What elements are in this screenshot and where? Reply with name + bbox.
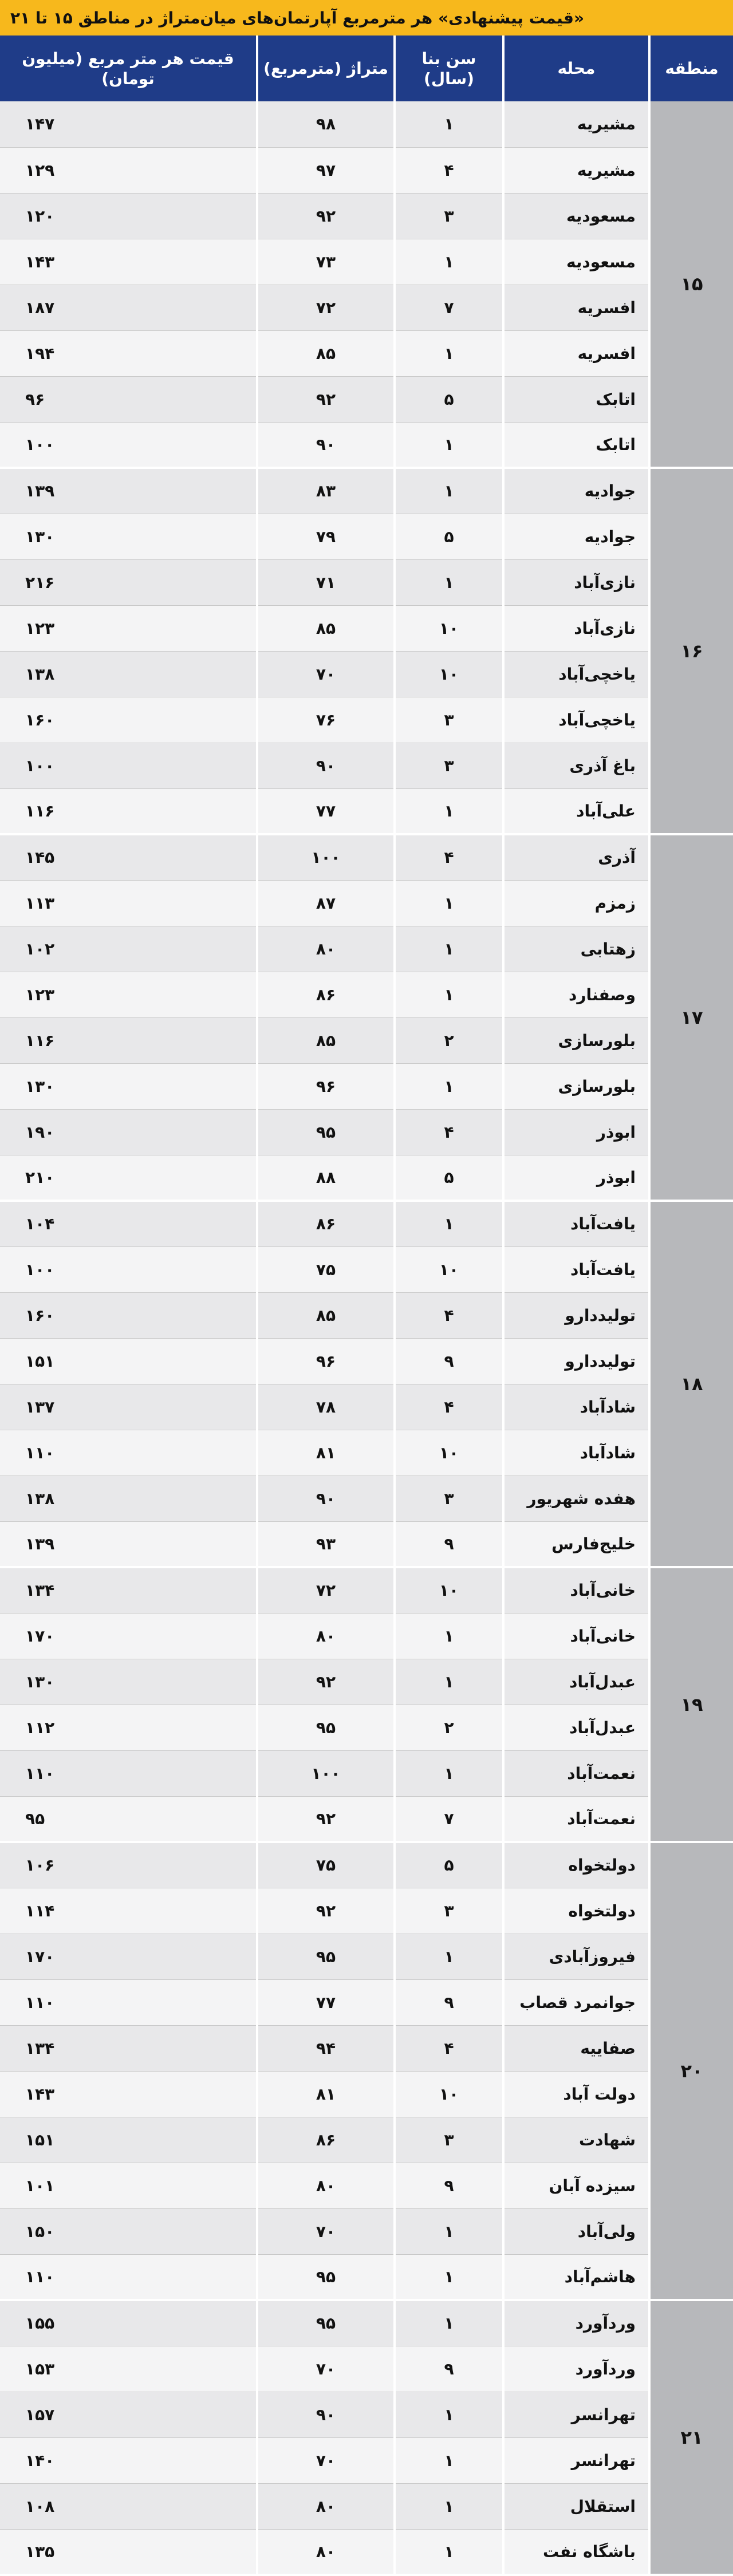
neighborhood-cell: خلیج‌فارس <box>503 1521 649 1567</box>
neighborhood-cell: عبدل‌آباد <box>503 1705 649 1750</box>
area-cell: ۸۰ <box>257 1613 395 1659</box>
table-row <box>0 1659 733 1705</box>
price-cell: ۱۱۶ <box>0 1017 257 1063</box>
price-cell: ۱۰۸ <box>0 2483 257 2529</box>
age-cell: ۱ <box>395 101 503 147</box>
header-price: قیمت هر متر مربع (میلیون تومان) <box>0 35 257 101</box>
price-cell: ۱۵۱ <box>0 1338 257 1384</box>
area-cell: ۷۷ <box>257 1979 395 2025</box>
table-row <box>0 2392 733 2437</box>
area-cell: ۹۰ <box>257 1476 395 1521</box>
neighborhood-cell: ولی‌آباد <box>503 2208 649 2254</box>
price-cell: ۱۰۰ <box>0 422 257 468</box>
table-row <box>0 926 733 972</box>
price-cell: ۱۳۹ <box>0 468 257 514</box>
neighborhood-cell: شادآباد <box>503 1384 649 1430</box>
neighborhood-cell: باغ آذری <box>503 743 649 788</box>
table-row <box>0 2529 733 2575</box>
price-cell: ۱۱۰ <box>0 1750 257 1796</box>
area-cell: ۷۶ <box>257 697 395 743</box>
age-cell: ۴ <box>395 2025 503 2071</box>
age-cell: ۱ <box>395 926 503 972</box>
neighborhood-cell: نعمت‌آباد <box>503 1796 649 1842</box>
price-cell: ۱۸۷ <box>0 285 257 330</box>
price-cell: ۱۳۸ <box>0 1476 257 1521</box>
table-row <box>0 2346 733 2392</box>
area-cell: ۹۶ <box>257 1338 395 1384</box>
area-cell: ۸۵ <box>257 1292 395 1338</box>
area-cell: ۹۰ <box>257 743 395 788</box>
age-cell: ۱ <box>395 1063 503 1109</box>
table-row <box>0 2437 733 2483</box>
age-cell: ۱ <box>395 1750 503 1796</box>
neighborhood-cell: مشیریه <box>503 101 649 147</box>
price-cell: ۱۵۷ <box>0 2392 257 2437</box>
neighborhood-cell: علی‌آباد <box>503 788 649 834</box>
table-row <box>0 1109 733 1155</box>
age-cell: ۲ <box>395 1705 503 1750</box>
table-row <box>0 239 733 285</box>
area-cell: ۹۲ <box>257 1659 395 1705</box>
area-cell: ۹۸ <box>257 101 395 147</box>
area-cell: ۷۳ <box>257 239 395 285</box>
area-cell: ۷۵ <box>257 1246 395 1292</box>
table-row <box>0 1842 733 1888</box>
neighborhood-cell: خانی‌آباد <box>503 1613 649 1659</box>
area-cell: ۹۲ <box>257 193 395 239</box>
table-row <box>0 376 733 422</box>
age-cell: ۳ <box>395 193 503 239</box>
table-row <box>0 2071 733 2117</box>
area-cell: ۸۰ <box>257 2163 395 2208</box>
table-row <box>0 1063 733 1109</box>
table-row <box>0 1567 733 1613</box>
table-row <box>0 2025 733 2071</box>
neighborhood-cell: عبدل‌آباد <box>503 1659 649 1705</box>
age-cell: ۱ <box>395 2437 503 2483</box>
area-cell: ۸۵ <box>257 330 395 376</box>
table-row <box>0 193 733 239</box>
table-row <box>0 1796 733 1842</box>
price-cell: ۱۰۰ <box>0 1246 257 1292</box>
age-cell: ۷ <box>395 285 503 330</box>
area-cell: ۸۶ <box>257 972 395 1017</box>
age-cell: ۱۰ <box>395 605 503 651</box>
table-row <box>0 1934 733 1979</box>
neighborhood-cell: نازی‌آباد <box>503 605 649 651</box>
age-cell: ۱ <box>395 1934 503 1979</box>
header-region: منطقه <box>649 35 733 101</box>
table-row <box>0 468 733 514</box>
region-cell: ۱۵ <box>649 101 733 468</box>
region-cell: ۱۷ <box>649 834 733 1201</box>
price-cell: ۱۱۰ <box>0 1430 257 1476</box>
neighborhood-cell: آذری <box>503 834 649 880</box>
price-cell: ۱۹۴ <box>0 330 257 376</box>
area-cell: ۷۰ <box>257 2208 395 2254</box>
price-cell: ۱۳۴ <box>0 2025 257 2071</box>
age-cell: ۹ <box>395 2346 503 2392</box>
neighborhood-cell: استقلال <box>503 2483 649 2529</box>
neighborhood-cell: اتابک <box>503 376 649 422</box>
age-cell: ۱ <box>395 468 503 514</box>
price-cell: ۱۰۶ <box>0 1842 257 1888</box>
neighborhood-cell: باشگاه نفت <box>503 2529 649 2575</box>
area-cell: ۸۵ <box>257 1017 395 1063</box>
area-cell: ۸۸ <box>257 1155 395 1201</box>
neighborhood-cell: دولتخواه <box>503 1842 649 1888</box>
table-row <box>0 2300 733 2346</box>
neighborhood-cell: تولیددارو <box>503 1292 649 1338</box>
table-row <box>0 972 733 1017</box>
price-cell: ۱۵۳ <box>0 2346 257 2392</box>
table-row <box>0 147 733 193</box>
neighborhood-cell: صفاییه <box>503 2025 649 2071</box>
header-row <box>0 35 733 101</box>
table-row <box>0 834 733 880</box>
area-cell: ۸۱ <box>257 1430 395 1476</box>
table-row <box>0 2163 733 2208</box>
neighborhood-cell: جوادیه <box>503 514 649 559</box>
price-cell: ۱۴۳ <box>0 239 257 285</box>
table-row <box>0 743 733 788</box>
area-cell: ۸۰ <box>257 2529 395 2575</box>
page-title: «قیمت پیشنهادی» هر مترمربع آپارتمان‌های میان‌متراژ در مناطق ۱۵ تا ۲۱ <box>10 8 585 27</box>
age-cell: ۱ <box>395 422 503 468</box>
price-cell: ۹۶ <box>0 376 257 422</box>
area-cell: ۸۳ <box>257 468 395 514</box>
age-cell: ۱ <box>395 2254 503 2300</box>
table-row <box>0 330 733 376</box>
age-cell: ۳ <box>395 2117 503 2163</box>
price-cell: ۱۵۵ <box>0 2300 257 2346</box>
table-body <box>0 101 733 2575</box>
price-cell: ۱۷۰ <box>0 1613 257 1659</box>
neighborhood-cell: جوادیه <box>503 468 649 514</box>
table-row <box>0 1017 733 1063</box>
price-cell: ۱۰۱ <box>0 2163 257 2208</box>
neighborhood-cell: شادآباد <box>503 1430 649 1476</box>
age-cell: ۲ <box>395 1017 503 1063</box>
age-cell: ۱ <box>395 1613 503 1659</box>
price-cell: ۱۰۲ <box>0 926 257 972</box>
age-cell: ۱۰ <box>395 1567 503 1613</box>
age-cell: ۹ <box>395 1338 503 1384</box>
neighborhood-cell: یاخچی‌آباد <box>503 651 649 697</box>
age-cell: ۳ <box>395 1476 503 1521</box>
neighborhood-cell: زهتابی <box>503 926 649 972</box>
price-cell: ۱۴۰ <box>0 2437 257 2483</box>
table-row <box>0 697 733 743</box>
age-cell: ۵ <box>395 514 503 559</box>
title-bar <box>0 0 733 35</box>
table-row <box>0 2208 733 2254</box>
price-cell: ۱۶۰ <box>0 697 257 743</box>
age-cell: ۱ <box>395 1201 503 1246</box>
area-cell: ۹۵ <box>257 1109 395 1155</box>
table-row <box>0 1705 733 1750</box>
price-cell: ۱۶۰ <box>0 1292 257 1338</box>
price-table <box>0 35 733 2576</box>
header-area: متراژ (مترمربع) <box>257 35 395 101</box>
price-cell: ۱۱۶ <box>0 788 257 834</box>
neighborhood-cell: وردآورد <box>503 2346 649 2392</box>
table-row <box>0 1384 733 1430</box>
price-cell: ۱۳۷ <box>0 1384 257 1430</box>
neighborhood-cell: ابوذر <box>503 1155 649 1201</box>
price-cell: ۱۱۰ <box>0 1979 257 2025</box>
age-cell: ۱ <box>395 788 503 834</box>
area-cell: ۸۵ <box>257 605 395 651</box>
neighborhood-cell: وصفنارد <box>503 972 649 1017</box>
neighborhood-cell: بلورسازی <box>503 1017 649 1063</box>
table-row <box>0 1292 733 1338</box>
area-cell: ۷۲ <box>257 285 395 330</box>
neighborhood-cell: بلورسازی <box>503 1063 649 1109</box>
table-row <box>0 1201 733 1246</box>
price-cell: ۱۵۱ <box>0 2117 257 2163</box>
area-cell: ۷۰ <box>257 651 395 697</box>
price-cell: ۱۲۳ <box>0 972 257 1017</box>
area-cell: ۷۵ <box>257 1842 395 1888</box>
area-cell: ۹۲ <box>257 1888 395 1934</box>
age-cell: ۹ <box>395 1521 503 1567</box>
price-cell: ۱۴۳ <box>0 2071 257 2117</box>
header-age: سن بنا (سال) <box>395 35 503 101</box>
area-cell: ۷۸ <box>257 1384 395 1430</box>
neighborhood-cell: تهرانسر <box>503 2392 649 2437</box>
area-cell: ۹۷ <box>257 147 395 193</box>
age-cell: ۴ <box>395 1292 503 1338</box>
area-cell: ۸۰ <box>257 926 395 972</box>
price-cell: ۱۳۰ <box>0 514 257 559</box>
neighborhood-cell: خانی‌آباد <box>503 1567 649 1613</box>
price-cell: ۱۱۳ <box>0 880 257 926</box>
neighborhood-cell: یافت‌آباد <box>503 1246 649 1292</box>
area-cell: ۹۶ <box>257 1063 395 1109</box>
age-cell: ۱ <box>395 1659 503 1705</box>
table-row <box>0 2117 733 2163</box>
age-cell: ۵ <box>395 1155 503 1201</box>
age-cell: ۱ <box>395 972 503 1017</box>
age-cell: ۱۰ <box>395 2071 503 2117</box>
neighborhood-cell: ابوذر <box>503 1109 649 1155</box>
price-cell: ۱۳۵ <box>0 2529 257 2575</box>
price-cell: ۱۵۰ <box>0 2208 257 2254</box>
table-row <box>0 422 733 468</box>
table-row <box>0 1750 733 1796</box>
area-cell: ۹۵ <box>257 2254 395 2300</box>
header-neighborhood: محله <box>503 35 649 101</box>
table-row <box>0 1476 733 1521</box>
age-cell: ۵ <box>395 376 503 422</box>
age-cell: ۱ <box>395 2208 503 2254</box>
table-row <box>0 514 733 559</box>
price-cell: ۹۵ <box>0 1796 257 1842</box>
age-cell: ۱ <box>395 239 503 285</box>
age-cell: ۱ <box>395 559 503 605</box>
age-cell: ۴ <box>395 834 503 880</box>
neighborhood-cell: یاخچی‌آباد <box>503 697 649 743</box>
table-row <box>0 1979 733 2025</box>
neighborhood-cell: مسعودیه <box>503 193 649 239</box>
neighborhood-cell: سیزده آبان <box>503 2163 649 2208</box>
table-row <box>0 605 733 651</box>
age-cell: ۱ <box>395 2529 503 2575</box>
table-row <box>0 1613 733 1659</box>
area-cell: ۹۲ <box>257 376 395 422</box>
age-cell: ۱۰ <box>395 651 503 697</box>
area-cell: ۸۱ <box>257 2071 395 2117</box>
age-cell: ۳ <box>395 697 503 743</box>
area-cell: ۹۴ <box>257 2025 395 2071</box>
neighborhood-cell: مسعودیه <box>503 239 649 285</box>
area-cell: ۸۰ <box>257 2483 395 2529</box>
area-cell: ۱۰۰ <box>257 1750 395 1796</box>
table-row <box>0 559 733 605</box>
price-cell: ۱۹۰ <box>0 1109 257 1155</box>
price-cell: ۱۱۴ <box>0 1888 257 1934</box>
price-cell: ۱۲۹ <box>0 147 257 193</box>
age-cell: ۷ <box>395 1796 503 1842</box>
area-cell: ۹۰ <box>257 422 395 468</box>
age-cell: ۵ <box>395 1842 503 1888</box>
neighborhood-cell: جوانمرد قصاب <box>503 1979 649 2025</box>
neighborhood-cell: زمزم <box>503 880 649 926</box>
table-row <box>0 880 733 926</box>
price-cell: ۱۳۹ <box>0 1521 257 1567</box>
table-row <box>0 1521 733 1567</box>
area-cell: ۹۳ <box>257 1521 395 1567</box>
age-cell: ۴ <box>395 1109 503 1155</box>
age-cell: ۱ <box>395 330 503 376</box>
region-cell: ۲۰ <box>649 1842 733 2300</box>
area-cell: ۷۲ <box>257 1567 395 1613</box>
region-cell: ۱۶ <box>649 468 733 834</box>
neighborhood-cell: شهادت <box>503 2117 649 2163</box>
area-cell: ۹۲ <box>257 1796 395 1842</box>
price-cell: ۲۱۶ <box>0 559 257 605</box>
table-row <box>0 1430 733 1476</box>
table-row <box>0 1246 733 1292</box>
age-cell: ۱ <box>395 880 503 926</box>
neighborhood-cell: هاشم‌آباد <box>503 2254 649 2300</box>
table-row <box>0 651 733 697</box>
age-cell: ۱۰ <box>395 1430 503 1476</box>
table-row <box>0 2254 733 2300</box>
price-cell: ۲۱۰ <box>0 1155 257 1201</box>
age-cell: ۱ <box>395 2300 503 2346</box>
region-cell: ۱۹ <box>649 1567 733 1842</box>
neighborhood-cell: تهرانسر <box>503 2437 649 2483</box>
area-cell: ۷۷ <box>257 788 395 834</box>
age-cell: ۳ <box>395 743 503 788</box>
neighborhood-cell: وردآورد <box>503 2300 649 2346</box>
price-cell: ۱۰۰ <box>0 743 257 788</box>
neighborhood-cell: دولت آباد <box>503 2071 649 2117</box>
price-cell: ۱۷۰ <box>0 1934 257 1979</box>
area-cell: ۹۰ <box>257 2392 395 2437</box>
price-cell: ۱۳۰ <box>0 1659 257 1705</box>
table-row <box>0 285 733 330</box>
region-cell: ۱۸ <box>649 1201 733 1567</box>
area-cell: ۸۶ <box>257 2117 395 2163</box>
neighborhood-cell: دولتخواه <box>503 1888 649 1934</box>
area-cell: ۸۷ <box>257 880 395 926</box>
price-cell: ۱۴۵ <box>0 834 257 880</box>
price-cell: ۱۲۰ <box>0 193 257 239</box>
age-cell: ۱ <box>395 2483 503 2529</box>
neighborhood-cell: هفده شهریور <box>503 1476 649 1521</box>
area-cell: ۹۵ <box>257 1705 395 1750</box>
area-cell: ۸۶ <box>257 1201 395 1246</box>
price-cell: ۱۰۴ <box>0 1201 257 1246</box>
age-cell: ۱۰ <box>395 1246 503 1292</box>
price-cell: ۱۲۳ <box>0 605 257 651</box>
area-cell: ۱۰۰ <box>257 834 395 880</box>
age-cell: ۱ <box>395 2392 503 2437</box>
area-cell: ۷۹ <box>257 514 395 559</box>
table-row <box>0 1888 733 1934</box>
price-cell: ۱۱۰ <box>0 2254 257 2300</box>
table-row <box>0 1155 733 1201</box>
area-cell: ۷۰ <box>257 2346 395 2392</box>
age-cell: ۴ <box>395 147 503 193</box>
neighborhood-cell: نعمت‌آباد <box>503 1750 649 1796</box>
table-row <box>0 788 733 834</box>
area-cell: ۹۵ <box>257 2300 395 2346</box>
neighborhood-cell: افسریه <box>503 330 649 376</box>
neighborhood-cell: تولیددارو <box>503 1338 649 1384</box>
price-cell: ۱۴۷ <box>0 101 257 147</box>
region-cell: ۲۱ <box>649 2300 733 2575</box>
price-cell: ۱۱۲ <box>0 1705 257 1750</box>
neighborhood-cell: یافت‌آباد <box>503 1201 649 1246</box>
age-cell: ۴ <box>395 1384 503 1430</box>
neighborhood-cell: مشیریه <box>503 147 649 193</box>
price-cell: ۱۳۸ <box>0 651 257 697</box>
age-cell: ۹ <box>395 1979 503 2025</box>
area-cell: ۷۱ <box>257 559 395 605</box>
price-cell: ۱۳۴ <box>0 1567 257 1613</box>
table-row <box>0 2483 733 2529</box>
neighborhood-cell: اتابک <box>503 422 649 468</box>
age-cell: ۹ <box>395 2163 503 2208</box>
neighborhood-cell: افسریه <box>503 285 649 330</box>
price-cell: ۱۳۰ <box>0 1063 257 1109</box>
area-cell: ۹۵ <box>257 1934 395 1979</box>
table-row <box>0 101 733 147</box>
neighborhood-cell: فیروزآبادی <box>503 1934 649 1979</box>
neighborhood-cell: نازی‌آباد <box>503 559 649 605</box>
table-row <box>0 1338 733 1384</box>
age-cell: ۳ <box>395 1888 503 1934</box>
area-cell: ۷۰ <box>257 2437 395 2483</box>
